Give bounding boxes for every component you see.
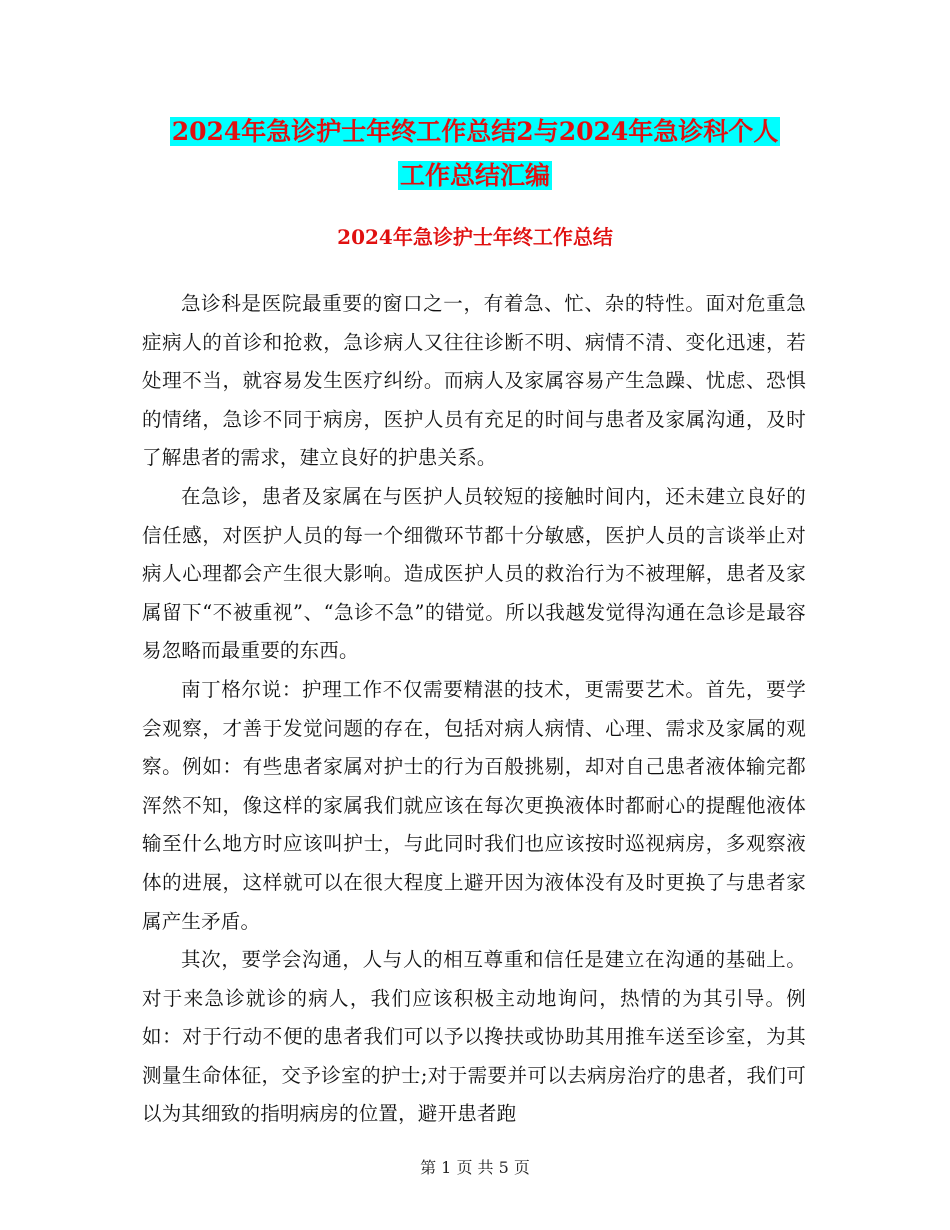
paragraph-4: 其次，要学会沟通，人与人的相互尊重和信任是建立在沟通的基础上。对于来急诊就诊的病人，我们应该积极主动地询问，热情的为其引导。例如：对于行动不便的患者我们可以予以搀扶或协助其用推车送至诊室，为其测量生命体征，交予诊室的护士;对于需要并可以去病房治疗的患者，我们可以为其细致的指明病房的位置，避开患者跑 — [142, 948, 806, 1126]
paragraph-3: 南丁格尔说：护理工作不仅需要精湛的技术，更需要艺术。首先，要学会观察，才善于发觉问题的存在，包括对病人病情、心理、需求及家属的观察。例如：有些患者家属对护士的行为百般挑剔，却对自己患者液体输完都浑然不知，像这样的家属我们就应该在每次更换液体时都耐心的提醒他液体输至什么地方时应该叫护士，与此同时我们也应该按时巡视病房，多观察液体的进展，这样就可以在很大程度上避开因为液体没有及时更换了与患者家属产生矛盾。 — [142, 677, 806, 933]
paragraph-1: 急诊科是医院最重要的窗口之一，有着急、忙、杂的特性。面对危重急症病人的首诊和抢救，急诊病人又往往诊断不明、病情不清、变化迅速，若处理不当，就容易发生医疗纠纷。而病人及家属容易产生急躁、忧虑、恐惧的情绪，急诊不同于病房，医护人员有充足的时间与患者及家属沟通，及时了解患者的需求，建立良好的护患关系。 — [142, 292, 806, 470]
document-body — [142, 285, 806, 1134]
paragraph-2: 在急诊，患者及家属在与医护人员较短的接触时间内，还未建立良好的信任感，对医护人员的每一个细微环节都十分敏感，医护人员的言谈举止对病人心理都会产生很大影响。造成医护人员的救治行为不被理解，患者及家属留下“不被重视”、“急诊不急”的错觉。所以我越发觉得沟通在急诊是最容易忽略而最重要的东西。 — [142, 484, 806, 663]
title-line-1: 2024年急诊护士年终工作总结2与2024年急诊科个人 — [171, 117, 779, 146]
page-footer: 第 1 页 共 5 页 — [420, 1158, 530, 1177]
section-heading: 2024年急诊护士年终工作总结 — [337, 225, 613, 249]
title-line-2: 工作总结汇编 — [399, 161, 550, 190]
document-title — [0, 110, 950, 198]
